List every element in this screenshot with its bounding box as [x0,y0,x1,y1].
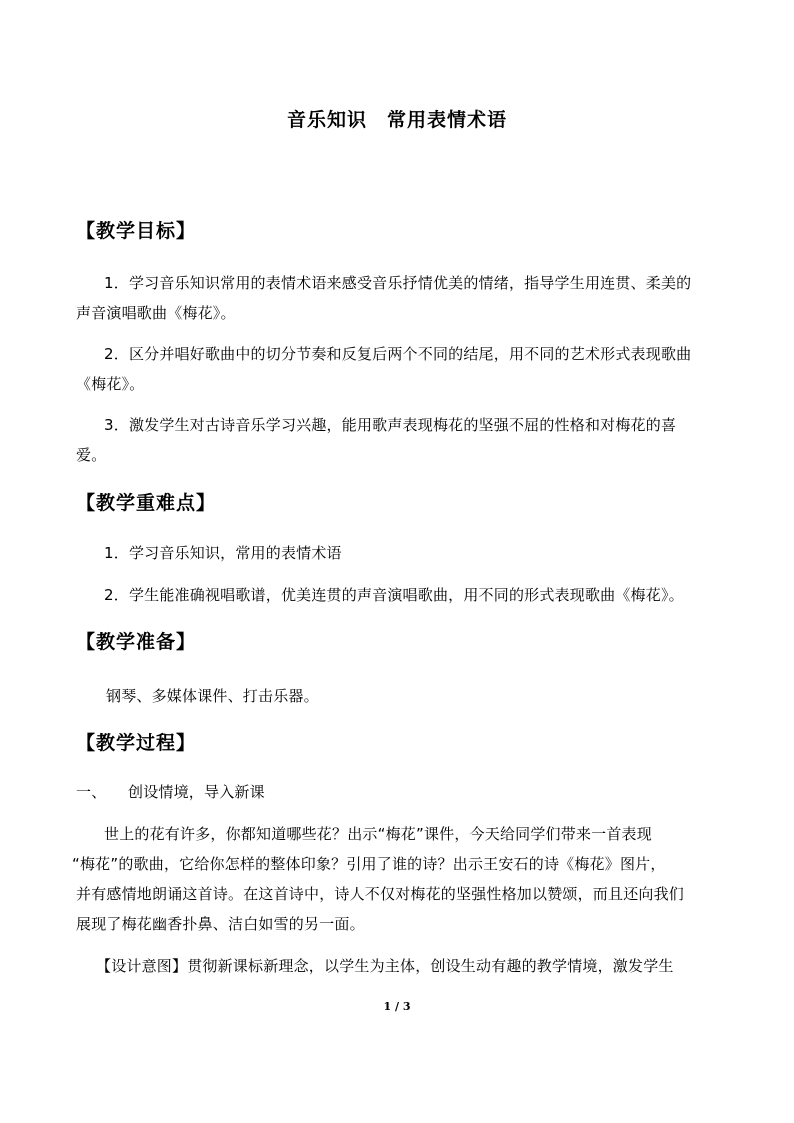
page-number: 1 / 3 [383,1000,411,1013]
objective-3-line-2: 爱。 [76,446,107,464]
section-heading-key-points: 【教学重难点】 [76,492,217,514]
section-heading-objectives: 【教学目标】 [76,220,197,242]
key-point-1: 1．学习音乐知识，常用的表情术语 [104,544,342,562]
page-title: 音乐知识 常用表情术语 [286,109,507,131]
objective-3-line-1: 3．激发学生对古诗音乐学习兴趣，能用歌声表现梅花的坚强不屈的性格和对梅花的喜 [104,416,677,434]
step-1-number: 一、 [76,783,107,801]
process-paragraph-line-3: 并有感情地朗诵这首诗。在这首诗中，诗人不仅对梅花的坚强性格加以赞颂，而且还向我们 [76,885,685,903]
objective-2-line-1: 2．区分并唱好歌曲中的切分节奏和反复后两个不同的结尾，用不同的艺术形式表现歌曲 [104,345,692,363]
section-heading-process: 【教学过程】 [76,732,197,754]
process-paragraph-line-1: 世上的花有许多，你都知道哪些花？出示“梅花”课件，今天给同学们带来一首表现 [104,825,652,843]
step-1-title: 创设情境，导入新课 [128,783,265,801]
process-paragraph-line-2: “梅花”的歌曲，它给你怎样的整体印象？引用了谁的诗？出示王安石的诗《梅花》图片， [72,855,666,873]
objective-2-line-2: 《梅花》。 [76,375,145,393]
objective-1-line-1: 1．学习音乐知识常用的表情术语来感受音乐抒情优美的情绪，指导学生用连贯、柔美的 [104,274,692,292]
key-point-2: 2．学生能准确视唱歌谱，优美连贯的声音演唱歌曲，用不同的形式表现歌曲《梅花》。 [104,586,684,604]
section-heading-preparation: 【教学准备】 [76,631,197,653]
objective-1-line-2: 声音演唱歌曲《梅花》。 [76,304,236,322]
design-intent-line: 【设计意图】贯彻新课标新理念，以学生为主体，创设生动有趣的教学情境，激发学生 [96,957,674,975]
preparation-text: 钢琴、多媒体课件、打击乐器。 [106,687,319,705]
process-paragraph-line-4: 展现了梅花幽香扑鼻、洁白如雪的另一面。 [76,915,365,933]
